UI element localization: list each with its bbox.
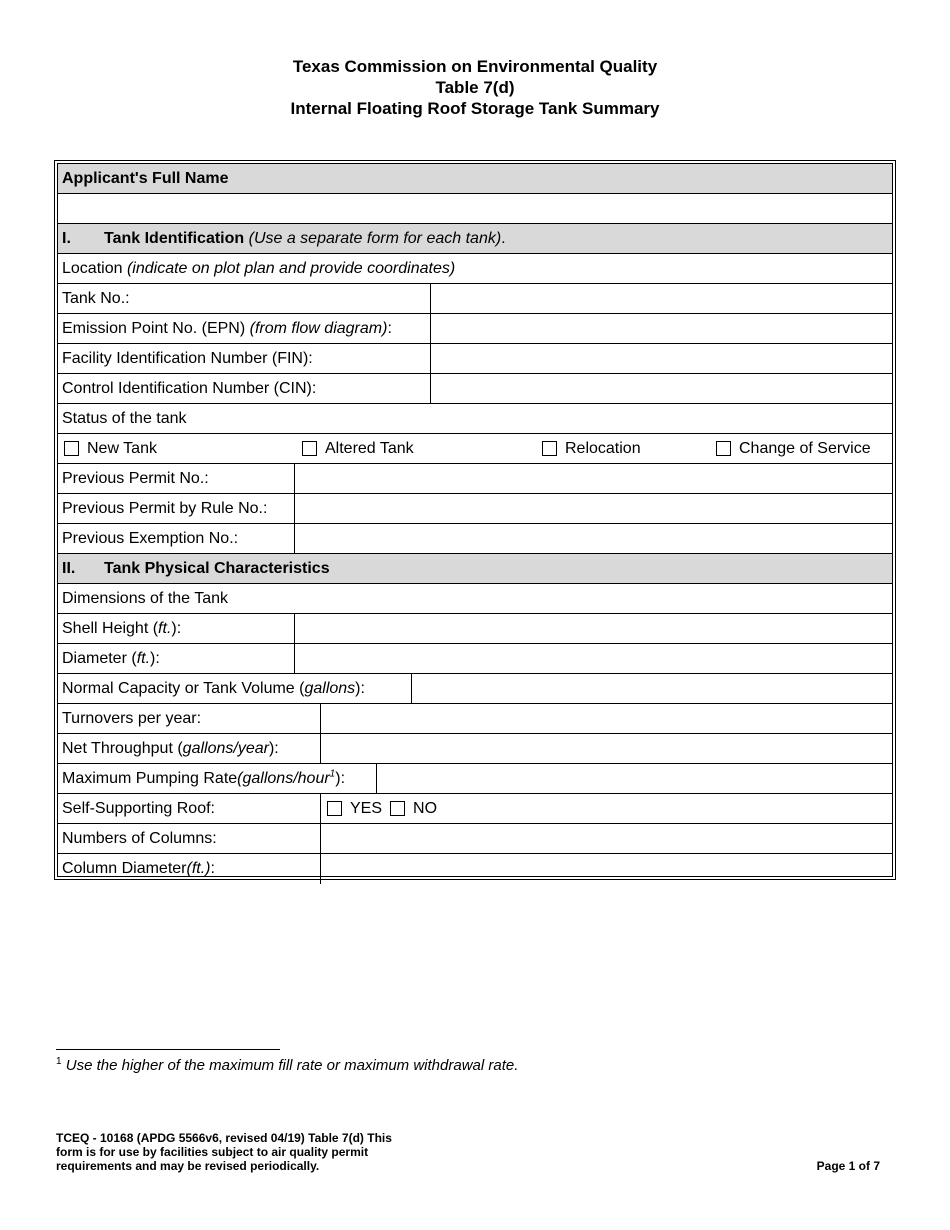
fin-field[interactable] bbox=[430, 344, 892, 373]
column-diameter-field[interactable] bbox=[320, 854, 892, 884]
turnovers-label: Turnovers per year: bbox=[62, 709, 202, 727]
status-options-row bbox=[58, 434, 892, 464]
status-label-row bbox=[58, 404, 892, 434]
previous-pbr-field[interactable] bbox=[294, 494, 892, 523]
relocation-checkbox[interactable] bbox=[542, 441, 557, 456]
footnote-divider bbox=[56, 1049, 280, 1050]
pumping-rate-field[interactable] bbox=[376, 764, 892, 793]
previous-exemption-row bbox=[58, 524, 892, 554]
columns-label: Numbers of Columns: bbox=[62, 829, 217, 847]
fin-label: Facility Identification Number (FIN): bbox=[62, 349, 313, 367]
form-footer bbox=[56, 1131, 416, 1173]
roof-no-option[interactable]: NO bbox=[390, 800, 437, 818]
footnote-marker: 1 bbox=[329, 768, 336, 780]
diameter-label: Diameter ( ft. ): bbox=[62, 649, 160, 667]
tank-no-row bbox=[58, 284, 892, 314]
status-option-relocation[interactable]: Relocation bbox=[538, 434, 710, 463]
footer-line-3: requirements and may be revised periodically. bbox=[56, 1159, 320, 1173]
tank-no-field[interactable] bbox=[430, 284, 892, 313]
cin-row bbox=[58, 374, 892, 404]
turnovers-field[interactable] bbox=[320, 704, 892, 733]
form-header bbox=[0, 56, 950, 119]
location-label: Location (indicate on plot plan and provide coordinates) bbox=[62, 259, 456, 277]
diameter-row bbox=[58, 644, 892, 674]
previous-permit-row bbox=[58, 464, 892, 494]
section-1-note: (Use a separate form for each tank) bbox=[248, 229, 502, 247]
self-supporting-roof-row bbox=[58, 794, 892, 824]
previous-exemption-label: Previous Exemption No.: bbox=[62, 529, 239, 547]
footnote bbox=[56, 1057, 518, 1074]
section-2-header bbox=[58, 554, 892, 584]
table-number: Table 7(d) bbox=[435, 78, 515, 97]
capacity-field[interactable] bbox=[411, 674, 892, 703]
footnote-text: Use the higher of the maximum fill rate or maximum withdrawal rate. bbox=[65, 1057, 519, 1074]
capacity-row bbox=[58, 674, 892, 704]
columns-field[interactable] bbox=[320, 824, 892, 853]
diameter-field[interactable] bbox=[294, 644, 892, 673]
applicant-name-row bbox=[58, 194, 892, 224]
shell-height-label: Shell Height ( ft. ): bbox=[62, 619, 182, 637]
previous-exemption-field[interactable] bbox=[294, 524, 892, 553]
page-number: Page 1 of 7 bbox=[816, 1159, 880, 1173]
cin-field[interactable] bbox=[430, 374, 892, 403]
location-row bbox=[58, 254, 892, 284]
agency-title: Texas Commission on Environmental Quality bbox=[292, 57, 658, 76]
turnovers-row bbox=[58, 704, 892, 734]
footer-line-1: TCEQ - 10168 (APDG 5566v6, revised 04/19) Table 7(d) This bbox=[56, 1131, 392, 1145]
applicant-name-header-row bbox=[58, 164, 892, 194]
throughput-label: Net Throughput ( gallons/year ): bbox=[62, 739, 279, 757]
epn-row bbox=[58, 314, 892, 344]
previous-permit-label: Previous Permit No.: bbox=[62, 469, 209, 487]
dimensions-row bbox=[58, 584, 892, 614]
previous-permit-field[interactable] bbox=[294, 464, 892, 493]
self-supporting-roof-label: Self-Supporting Roof: bbox=[62, 799, 215, 817]
roof-yes-checkbox[interactable] bbox=[327, 801, 342, 816]
status-option-altered-tank[interactable]: Altered Tank bbox=[298, 434, 538, 463]
cin-label: Control Identification Number (CIN): bbox=[62, 379, 317, 397]
throughput-row bbox=[58, 734, 892, 764]
pumping-rate-row bbox=[58, 764, 892, 794]
epn-label: Emission Point No. (EPN) (from flow diagram) : bbox=[62, 319, 392, 337]
section-1-number: I. bbox=[62, 229, 71, 247]
throughput-field[interactable] bbox=[320, 734, 892, 763]
fin-row bbox=[58, 344, 892, 374]
altered-tank-checkbox[interactable] bbox=[302, 441, 317, 456]
self-supporting-roof-options bbox=[320, 794, 892, 823]
pumping-rate-label: Maximum Pumping Rate (gallons/hour$^1$ ): bbox=[62, 768, 346, 787]
section-1-title: Tank Identification bbox=[104, 229, 245, 247]
column-diameter-row bbox=[58, 854, 892, 884]
tank-summary-form bbox=[54, 160, 896, 880]
column-diameter-label: Column Diameter (ft.) : bbox=[62, 860, 215, 877]
capacity-label: Normal Capacity or Tank Volume ( gallons ): bbox=[62, 679, 365, 697]
previous-pbr-row bbox=[58, 494, 892, 524]
columns-row bbox=[58, 824, 892, 854]
section-2-title: Tank Physical Characteristics bbox=[104, 559, 330, 577]
dimensions-label: Dimensions of the Tank bbox=[62, 589, 229, 607]
status-option-new-tank[interactable]: New Tank bbox=[58, 434, 298, 463]
status-label: Status of the tank bbox=[62, 409, 187, 427]
applicant-name-label: Applicant's Full Name bbox=[62, 169, 229, 187]
applicant-name-field[interactable] bbox=[58, 194, 892, 223]
tank-no-label: Tank No.: bbox=[62, 289, 130, 307]
shell-height-row bbox=[58, 614, 892, 644]
section-2-number: II. bbox=[62, 559, 76, 577]
roof-yes-option[interactable]: YES bbox=[327, 800, 382, 818]
roof-no-checkbox[interactable] bbox=[390, 801, 405, 816]
previous-pbr-label: Previous Permit by Rule No.: bbox=[62, 499, 268, 517]
section-1-header: I. Tank Identification (Use a separate form for each tank) . bbox=[58, 224, 892, 254]
change-of-service-checkbox[interactable] bbox=[716, 441, 731, 456]
epn-field[interactable] bbox=[430, 314, 892, 343]
footnote-number: 1 bbox=[56, 1056, 62, 1067]
footer-line-2: form is for use by facilities subject to air quality permit bbox=[56, 1145, 369, 1159]
shell-height-field[interactable] bbox=[294, 614, 892, 643]
new-tank-checkbox[interactable] bbox=[64, 441, 79, 456]
status-option-change-of-service[interactable]: Change of Service bbox=[710, 434, 892, 463]
form-title: Internal Floating Roof Storage Tank Summary bbox=[290, 99, 660, 118]
